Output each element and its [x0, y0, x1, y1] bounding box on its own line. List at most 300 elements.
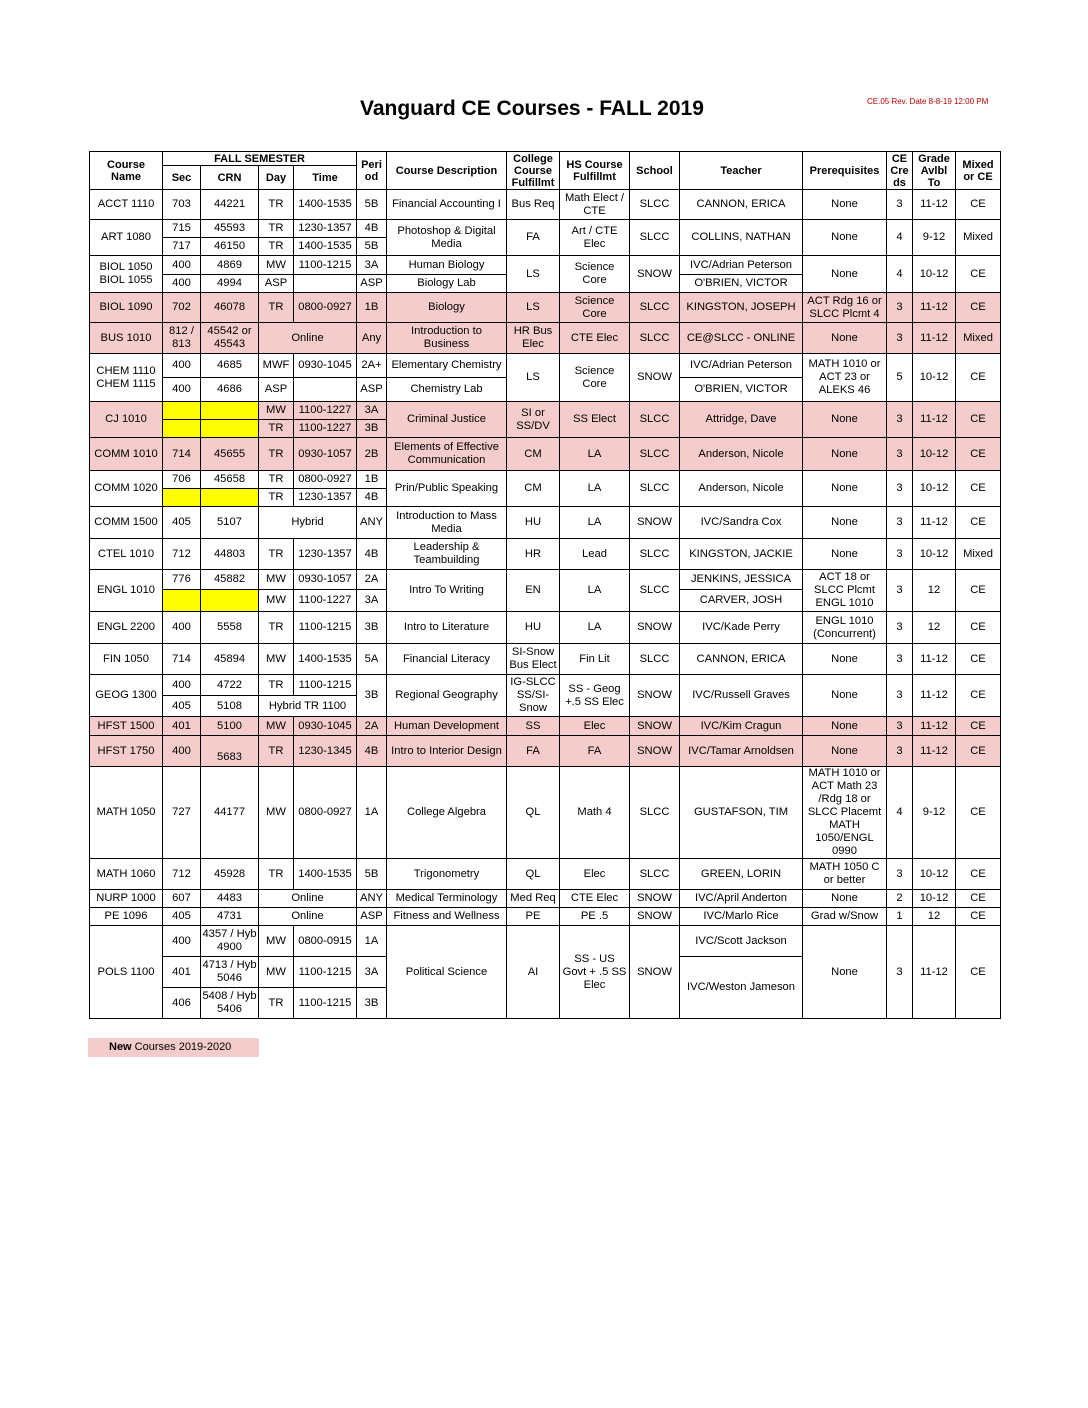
credits: 3	[887, 438, 913, 471]
description: Trigonometry	[387, 859, 507, 890]
sec: 717	[163, 238, 201, 256]
time: 1230-1357	[294, 539, 357, 570]
hs-fulfillment: FA	[560, 736, 630, 767]
grade: 11-12	[913, 736, 956, 767]
school: SNOW	[630, 612, 680, 644]
table-row	[90, 644, 1001, 675]
description: Political Science	[387, 926, 507, 1019]
day: MW	[259, 402, 294, 420]
school: SLCC	[630, 323, 680, 354]
day: MW	[259, 957, 294, 988]
description: College Algebra	[387, 767, 507, 859]
crn: 4685	[201, 354, 259, 378]
hs-fulfillment: Elec	[560, 859, 630, 890]
credits: 3	[887, 323, 913, 354]
crn: 5107	[201, 507, 259, 539]
course-name: ART 1080	[90, 220, 163, 256]
hs-fulfillment: LA	[560, 612, 630, 644]
college-fulfillment: SS	[507, 717, 560, 736]
course-name: NURP 1000	[90, 890, 163, 908]
college-fulfillment: HU	[507, 612, 560, 644]
day: ASP	[259, 275, 294, 293]
hs-fulfillment: Art / CTE Elec	[560, 220, 630, 256]
college-fulfillment: SI or SS/DV	[507, 402, 560, 438]
day: MW	[259, 717, 294, 736]
credits: 3	[887, 612, 913, 644]
school: SLCC	[630, 570, 680, 612]
hs-fulfillment: LA	[560, 471, 630, 507]
sec: 712	[163, 859, 201, 890]
teacher: Anderson, Nicole	[680, 471, 803, 507]
period: 3A	[357, 256, 387, 275]
time: 0930-1057	[294, 570, 357, 590]
page-title: Vanguard CE Courses - FALL 2019	[360, 97, 704, 120]
day: TR	[259, 220, 294, 238]
college-fulfillment: IG-SLCC SS/SI-Snow	[507, 675, 560, 717]
header-crn: CRN	[201, 166, 259, 190]
crn: 4713 / Hyb 5046	[201, 957, 259, 988]
college-fulfillment: QL	[507, 859, 560, 890]
mixed: CE	[956, 438, 1001, 471]
day: TR	[259, 293, 294, 323]
time: 1100-1227	[294, 420, 357, 438]
college-fulfillment: CM	[507, 438, 560, 471]
teacher: IVC/Marlo Rice	[680, 908, 803, 926]
period: 1A	[357, 926, 387, 957]
day-time: Hybrid TR 1100	[259, 696, 357, 717]
course-table	[89, 151, 1001, 1019]
crn: 4869	[201, 256, 259, 275]
prerequisites: MATH 1050 C or better	[803, 859, 887, 890]
teacher: CARVER, JOSH	[680, 590, 803, 612]
table-row	[90, 220, 1001, 238]
description: Photoshop & Digital Media	[387, 220, 507, 256]
mixed: CE	[956, 190, 1001, 220]
sec-empty	[163, 402, 201, 420]
school: SNOW	[630, 354, 680, 402]
school: SLCC	[630, 402, 680, 438]
day: TR	[259, 675, 294, 696]
prerequisites: ENGL 1010 (Concurrent)	[803, 612, 887, 644]
grade: 11-12	[913, 507, 956, 539]
prerequisites: None	[803, 402, 887, 438]
header-mixed: Mixed or CE	[956, 152, 1001, 190]
course-name: CHEM 1110 CHEM 1115	[90, 354, 163, 402]
description: Introduction to Business	[387, 323, 507, 354]
course-name: COMM 1020	[90, 471, 163, 507]
table-row	[90, 675, 1001, 696]
grade: 11-12	[913, 293, 956, 323]
period: 4B	[357, 220, 387, 238]
crn: 45655	[201, 438, 259, 471]
college-fulfillment: QL	[507, 767, 560, 859]
sec: 400	[163, 675, 201, 696]
crn-empty	[201, 489, 259, 507]
college-fulfillment: LS	[507, 256, 560, 293]
legend-bold: New	[109, 1041, 132, 1053]
mixed: CE	[956, 570, 1001, 612]
table-row	[90, 539, 1001, 570]
mixed: CE	[956, 767, 1001, 859]
sec: 400	[163, 612, 201, 644]
time: 0800-0927	[294, 293, 357, 323]
period: 2A	[357, 717, 387, 736]
school: SNOW	[630, 675, 680, 717]
teacher: COLLINS, NATHAN	[680, 220, 803, 256]
prerequisites: None	[803, 323, 887, 354]
teacher: O'BRIEN, VICTOR	[680, 378, 803, 402]
college-fulfillment: HU	[507, 507, 560, 539]
credits: 3	[887, 859, 913, 890]
mixed: CE	[956, 908, 1001, 926]
school: SNOW	[630, 256, 680, 293]
description: Regional Geography	[387, 675, 507, 717]
description: Financial Accounting I	[387, 190, 507, 220]
period: 2B	[357, 438, 387, 471]
prerequisites: None	[803, 539, 887, 570]
time: 1230-1345	[294, 736, 357, 767]
school: SLCC	[630, 644, 680, 675]
grade: 12	[913, 908, 956, 926]
crn: 45542 or 45543	[201, 323, 259, 354]
grade: 11-12	[913, 402, 956, 438]
teacher: Anderson, Nicole	[680, 438, 803, 471]
table-row	[90, 438, 1001, 471]
college-fulfillment: SI-Snow Bus Elect	[507, 644, 560, 675]
day: MW	[259, 590, 294, 612]
time: 1100-1215	[294, 675, 357, 696]
day: TR	[259, 489, 294, 507]
course-name: ACCT 1110	[90, 190, 163, 220]
school: SLCC	[630, 438, 680, 471]
hs-fulfillment: Lead	[560, 539, 630, 570]
teacher: IVC/Scott Jackson	[680, 926, 803, 957]
prerequisites: None	[803, 890, 887, 908]
teacher: CANNON, ERICA	[680, 644, 803, 675]
sec: 703	[163, 190, 201, 220]
description: Intro To Writing	[387, 570, 507, 612]
school: SLCC	[630, 767, 680, 859]
teacher: IVC/Adrian Peterson	[680, 354, 803, 378]
table-row	[90, 293, 1001, 323]
day: MW	[259, 644, 294, 675]
day: MWF	[259, 354, 294, 378]
period: 3A	[357, 590, 387, 612]
course-name: CJ 1010	[90, 402, 163, 438]
day: TR	[259, 238, 294, 256]
mixed: CE	[956, 293, 1001, 323]
period: 5B	[357, 238, 387, 256]
prerequisites: None	[803, 644, 887, 675]
prerequisites: None	[803, 256, 887, 293]
table-row	[90, 908, 1001, 926]
description: Fitness and Wellness	[387, 908, 507, 926]
mixed: CE	[956, 507, 1001, 539]
period: ANY	[357, 507, 387, 539]
period: 5B	[357, 859, 387, 890]
grade: 11-12	[913, 644, 956, 675]
description: Prin/Public Speaking	[387, 471, 507, 507]
credits: 4	[887, 256, 913, 293]
school: SNOW	[630, 736, 680, 767]
sec: 400	[163, 378, 201, 402]
header-time: Time	[294, 166, 357, 190]
period: 3A	[357, 402, 387, 420]
prerequisites: None	[803, 675, 887, 717]
college-fulfillment: FA	[507, 736, 560, 767]
day: TR	[259, 438, 294, 471]
crn: 4731	[201, 908, 259, 926]
prerequisites: None	[803, 507, 887, 539]
course-name: MATH 1060	[90, 859, 163, 890]
sec: 727	[163, 767, 201, 859]
prerequisites: None	[803, 926, 887, 1019]
mixed: Mixed	[956, 323, 1001, 354]
prerequisites: ACT 18 or SLCC Plcmt ENGL 1010	[803, 570, 887, 612]
time: 0930-1045	[294, 354, 357, 378]
crn: 45894	[201, 644, 259, 675]
sec: 702	[163, 293, 201, 323]
crn: 5108	[201, 696, 259, 717]
mixed: CE	[956, 717, 1001, 736]
grade: 11-12	[913, 190, 956, 220]
college-fulfillment: Bus Req	[507, 190, 560, 220]
teacher: CANNON, ERICA	[680, 190, 803, 220]
description: Biology	[387, 293, 507, 323]
period: 2A	[357, 570, 387, 590]
description: Human Biology	[387, 256, 507, 275]
period: ASP	[357, 275, 387, 293]
header-grade: Grade Avlbl To	[913, 152, 956, 190]
crn: 44221	[201, 190, 259, 220]
time: 1100-1215	[294, 988, 357, 1019]
time: 1400-1535	[294, 644, 357, 675]
teacher: IVC/Adrian Peterson	[680, 256, 803, 275]
course-name: ENGL 2200	[90, 612, 163, 644]
header-sec: Sec	[163, 166, 201, 190]
credits: 3	[887, 926, 913, 1019]
grade: 11-12	[913, 323, 956, 354]
hs-fulfillment: Science Core	[560, 293, 630, 323]
header-period: Peri od	[357, 152, 387, 190]
credits: 3	[887, 570, 913, 612]
mixed: CE	[956, 256, 1001, 293]
mixed: CE	[956, 471, 1001, 507]
course-name: CTEL 1010	[90, 539, 163, 570]
prerequisites: None	[803, 717, 887, 736]
grade: 11-12	[913, 717, 956, 736]
credits: 1	[887, 908, 913, 926]
period: 1B	[357, 293, 387, 323]
prerequisites: None	[803, 736, 887, 767]
school: SNOW	[630, 908, 680, 926]
crn: 46150	[201, 238, 259, 256]
period: Any	[357, 323, 387, 354]
time	[294, 378, 357, 402]
hs-fulfillment: Science Core	[560, 354, 630, 402]
mixed: CE	[956, 736, 1001, 767]
college-fulfillment: AI	[507, 926, 560, 1019]
crn-empty	[201, 590, 259, 612]
mixed: CE	[956, 354, 1001, 402]
period: 3B	[357, 612, 387, 644]
mixed: CE	[956, 890, 1001, 908]
period: 5A	[357, 644, 387, 675]
teacher: KINGSTON, JOSEPH	[680, 293, 803, 323]
college-fulfillment: HR Bus Elec	[507, 323, 560, 354]
table-row	[90, 767, 1001, 859]
credits: 5	[887, 354, 913, 402]
day: MW	[259, 256, 294, 275]
hs-fulfillment: CTE Elec	[560, 323, 630, 354]
time: 1400-1535	[294, 238, 357, 256]
course-name: COMM 1010	[90, 438, 163, 471]
crn-empty	[201, 402, 259, 420]
grade: 11-12	[913, 926, 956, 1019]
day: MW	[259, 926, 294, 957]
sec: 714	[163, 644, 201, 675]
period: 3B	[357, 420, 387, 438]
school: SNOW	[630, 926, 680, 1019]
period: 5B	[357, 190, 387, 220]
sec: 400	[163, 275, 201, 293]
crn: 4722	[201, 675, 259, 696]
crn: 44177	[201, 767, 259, 859]
time: 0930-1057	[294, 438, 357, 471]
crn: 5683	[201, 736, 259, 767]
crn: 45658	[201, 471, 259, 489]
time: 0800-0927	[294, 471, 357, 489]
grade: 9-12	[913, 767, 956, 859]
day-time: Online	[259, 890, 357, 908]
period: ASP	[357, 908, 387, 926]
hs-fulfillment: CTE Elec	[560, 890, 630, 908]
teacher: IVC/Russell Graves	[680, 675, 803, 717]
time: 1100-1215	[294, 612, 357, 644]
description: Introduction to Mass Media	[387, 507, 507, 539]
prerequisites: MATH 1010 or ACT 23 or ALEKS 46	[803, 354, 887, 402]
mixed: CE	[956, 675, 1001, 717]
table-row	[90, 717, 1001, 736]
header-description: Course Description	[387, 152, 507, 190]
course-name: BIOL 1090	[90, 293, 163, 323]
teacher: IVC/April Anderton	[680, 890, 803, 908]
mixed: Mixed	[956, 539, 1001, 570]
school: SLCC	[630, 859, 680, 890]
teacher: IVC/Kim Cragun	[680, 717, 803, 736]
credits: 3	[887, 293, 913, 323]
course-name: ENGL 1010	[90, 570, 163, 612]
time: 0800-0915	[294, 926, 357, 957]
sec-empty	[163, 489, 201, 507]
day-time: Hybrid	[259, 507, 357, 539]
course-name: FIN 1050	[90, 644, 163, 675]
time	[294, 275, 357, 293]
prerequisites: None	[803, 190, 887, 220]
sec: 405	[163, 696, 201, 717]
time: 1400-1535	[294, 190, 357, 220]
grade: 12	[913, 570, 956, 612]
period: 1B	[357, 471, 387, 489]
mixed: CE	[956, 612, 1001, 644]
school: SNOW	[630, 717, 680, 736]
description: Medical Terminology	[387, 890, 507, 908]
college-fulfillment: HR	[507, 539, 560, 570]
college-fulfillment: FA	[507, 220, 560, 256]
credits: 3	[887, 717, 913, 736]
hs-fulfillment: Fin Lit	[560, 644, 630, 675]
description: Intro to Interior Design	[387, 736, 507, 767]
grade: 11-12	[913, 675, 956, 717]
credits: 3	[887, 507, 913, 539]
grade: 12	[913, 612, 956, 644]
hs-fulfillment: Math 4	[560, 767, 630, 859]
hs-fulfillment: Elec	[560, 717, 630, 736]
time: 1400-1535	[294, 859, 357, 890]
description: Elements of Effective Communication	[387, 438, 507, 471]
period: 3B	[357, 675, 387, 717]
credits: 3	[887, 644, 913, 675]
prerequisites: MATH 1010 or ACT Math 23 /Rdg 18 or SLCC Placemt MATH 1050/ENGL 0990	[803, 767, 887, 859]
crn: 45593	[201, 220, 259, 238]
header-day: Day	[259, 166, 294, 190]
description: Biology Lab	[387, 275, 507, 293]
school: SNOW	[630, 890, 680, 908]
course-name: BUS 1010	[90, 323, 163, 354]
course-name: BIOL 1050 BIOL 1055	[90, 256, 163, 293]
crn: 5100	[201, 717, 259, 736]
table-row	[90, 612, 1001, 644]
grade: 10-12	[913, 890, 956, 908]
crn: 44803	[201, 539, 259, 570]
table-row	[90, 402, 1001, 420]
grade: 10-12	[913, 354, 956, 402]
time: 1100-1215	[294, 957, 357, 988]
sec-empty	[163, 590, 201, 612]
sec: 776	[163, 570, 201, 590]
course-name: MATH 1050	[90, 767, 163, 859]
hs-fulfillment: PE .5	[560, 908, 630, 926]
description: Financial Literacy	[387, 644, 507, 675]
hs-fulfillment: LA	[560, 570, 630, 612]
table-row	[90, 190, 1001, 220]
day: TR	[259, 420, 294, 438]
header-row-1	[90, 152, 1001, 166]
course-name: COMM 1500	[90, 507, 163, 539]
header-hs-fulfillment: HS Course Fulfillmt	[560, 152, 630, 190]
sec: 401	[163, 957, 201, 988]
teacher: JENKINS, JESSICA	[680, 570, 803, 590]
header-course-name: Course Name	[90, 152, 163, 190]
day: TR	[259, 471, 294, 489]
school: SLCC	[630, 190, 680, 220]
mixed: CE	[956, 644, 1001, 675]
teacher: IVC/Sandra Cox	[680, 507, 803, 539]
hs-fulfillment: Science Core	[560, 256, 630, 293]
course-name: GEOG 1300	[90, 675, 163, 717]
sec: 401	[163, 717, 201, 736]
course-name: PE 1096	[90, 908, 163, 926]
period: 4B	[357, 489, 387, 507]
sec: 406	[163, 988, 201, 1019]
grade: 10-12	[913, 438, 956, 471]
college-fulfillment: CM	[507, 471, 560, 507]
time: 1100-1227	[294, 402, 357, 420]
period: 2A+	[357, 354, 387, 378]
sec-empty	[163, 420, 201, 438]
sec: 714	[163, 438, 201, 471]
sec: 715	[163, 220, 201, 238]
